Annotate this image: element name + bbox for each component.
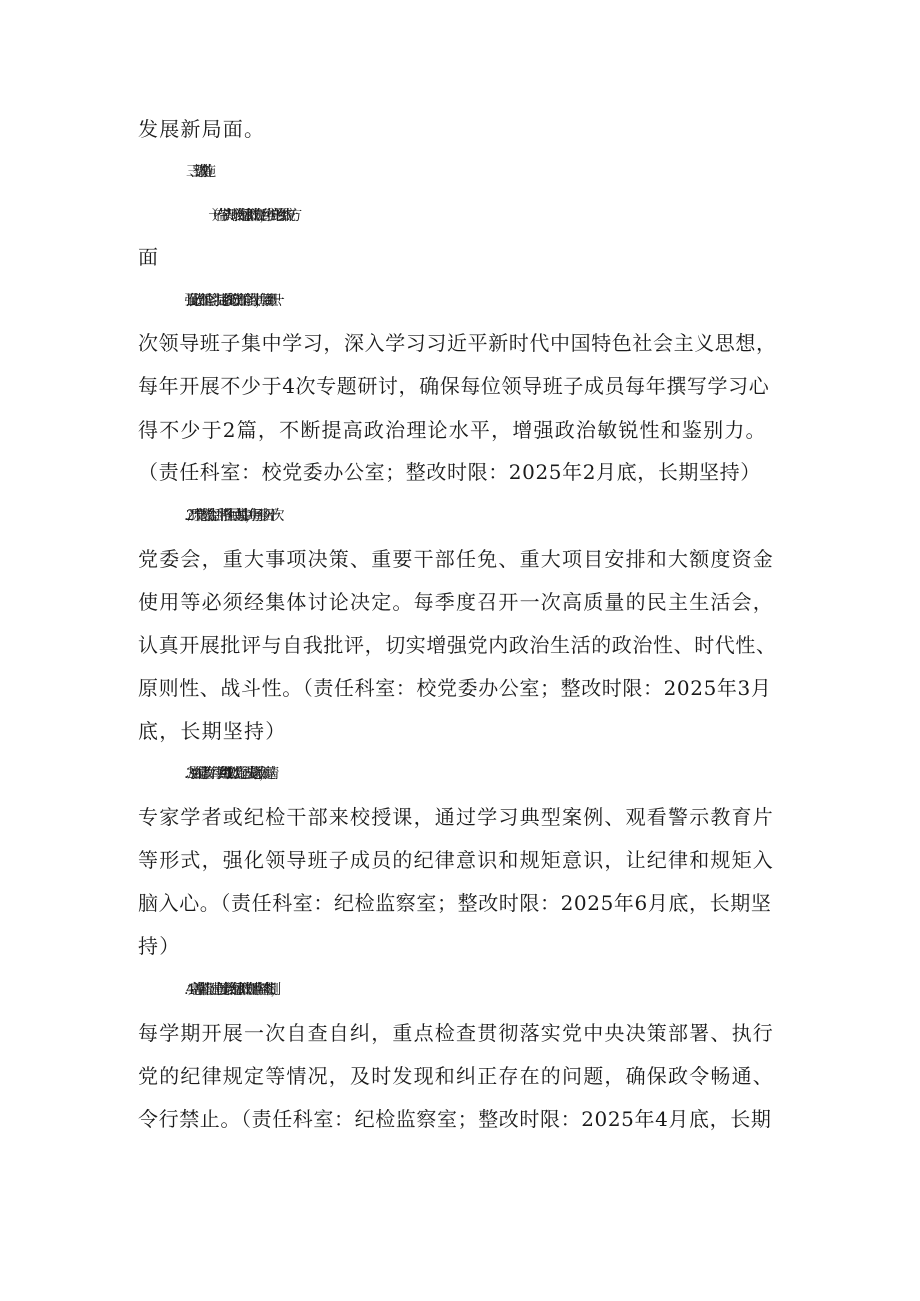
paragraph-line: 使用等必须经集体讨论决定。每季度召开一次高质量的民主生活会， xyxy=(138,590,774,614)
paragraph-line: 党委会，重大事项决策、重要干部任免、重大项目安排和大额度资金 xyxy=(138,547,774,571)
paragraph-line: 4．完善监督机制。建立健全政治纪律和政治规矩监督检查机制， xyxy=(186,982,274,998)
paragraph-line: 得不少于2篇，不断提高政治理论水平，增强政治敏锐性和鉴别力。 xyxy=(138,418,767,442)
paragraph-line: 认真开展批评与自我批评，切实增强党内政治生活的政治性、时代性、 xyxy=(138,633,777,657)
paragraph-line: 持） xyxy=(138,934,181,958)
paragraph-line: L强化政治理论学习。制定系统的政治理论学习计划，每周组织一 xyxy=(186,293,275,309)
responsibility-note: （责任科室：校党委办公室；整改时限：2025年2月底，长期坚持） xyxy=(138,460,761,484)
paragraph-line: 令行禁止。（责任科室：纪检监察室；整改时限：2025年4月底，长期 xyxy=(138,1107,772,1131)
paragraph-line: 党的纪律规定等情况，及时发现和纠正存在的问题，确保政令畅通、 xyxy=(138,1064,774,1088)
paragraph-line: 等形式，强化领导班子成员的纪律意识和规矩意识，让纪律和规矩入 xyxy=(138,848,774,872)
paragraph-line: 专家学者或纪检干部来校授课，通过学习典型案例、观看警示教育片 xyxy=(138,805,774,829)
paragraph-line: 2．严肃党内政治生活。严格执行民主集中制，每月至少召开一次 xyxy=(186,508,274,524)
paragraph-line: 脑入心。（责任科室：纪检监察室；整改时限：2025年6月底，长期坚 xyxy=(138,891,772,915)
paragraph-line: 发展新局面。 xyxy=(138,117,266,141)
subsection-heading-continued: 面 xyxy=(138,245,160,269)
paragraph-line: 每学期开展一次自查自纠，重点检查贯彻落实党中央决策部署、执行 xyxy=(138,1021,774,1045)
paragraph-line: 底，长期坚持） xyxy=(138,719,287,743)
paragraph-line: 每年开展不少于4次专题研讨，确保每位领导班子成员每年撰写学习心 xyxy=(138,374,770,398)
paragraph-line: 原则性、战斗性。（责任科室：校党委办公室；整改时限：2025年3月 xyxy=(138,676,772,700)
subsection-heading: （一）在带头严守政治纪律和政治规矩，维护党的团结统一方 xyxy=(205,208,292,224)
paragraph-line: 3．加强纪律教育。每学期组织2次以上党纪国法专题教育，邀请 xyxy=(186,766,269,782)
paragraph-line: 次领导班子集中学习，深入学习习近平新时代中国特色社会主义思想， xyxy=(138,331,777,355)
section-heading: 三、整改措施 xyxy=(186,164,206,180)
